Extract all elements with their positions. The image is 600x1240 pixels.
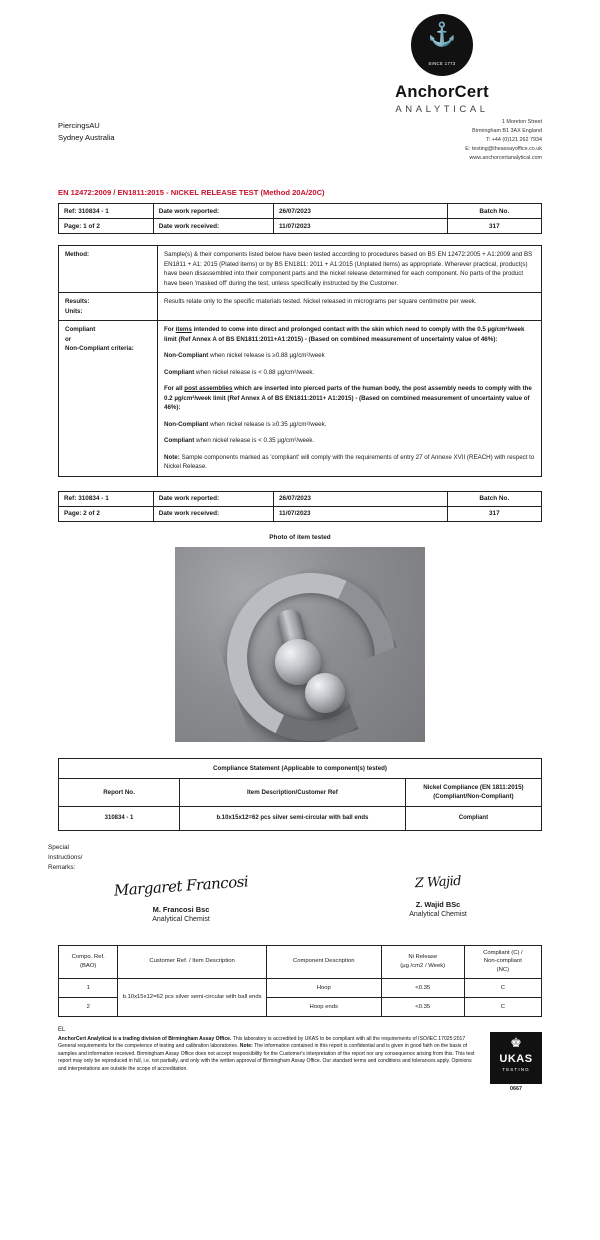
compliance-report-no: 310834 - 1: [59, 806, 180, 830]
criteria-bold: Non-Compliant: [164, 352, 209, 359]
crown-icon: ♚: [510, 1034, 522, 1050]
method-table: [58, 245, 542, 477]
results-units-label: [59, 293, 158, 321]
criteria-bold: Compliant: [164, 437, 195, 444]
criteria-post: intended to come into direct and prolonged contact with the skin which need to comply with the 0.5 µg/cm²/week limit (Ref Annex A of BS EN1811:2011+A1:2015) - (Based on combined measurement of uncertainty value of 46%):: [164, 326, 525, 343]
criteria-underline: post assemblies: [184, 385, 233, 392]
table-row: [59, 246, 542, 293]
brand-name: AnchorCert: [395, 83, 489, 101]
criteria-bold: Note:: [164, 453, 180, 461]
results-table-head: [59, 945, 542, 978]
ukas-accreditation: [490, 1032, 542, 1092]
special-instructions: [48, 843, 600, 873]
barbell-ball-lower: [305, 673, 345, 713]
item-photo: [175, 547, 425, 742]
table-row: [59, 806, 542, 830]
criteria-note: [164, 453, 535, 472]
signature-row: [58, 873, 542, 943]
header-line: Non-compliant: [483, 958, 522, 965]
criteria-compliant-02: [164, 436, 535, 446]
ukas-subtitle: TESTING: [502, 1066, 530, 1072]
criteria-paragraph-items: [164, 325, 535, 344]
ukas-name: UKAS: [499, 1052, 533, 1065]
batch-value: 317: [447, 506, 541, 521]
column-header-compo-ref: [59, 945, 118, 978]
criteria-label: [59, 321, 158, 477]
result-component: Hoop: [266, 978, 381, 997]
table-row: [59, 758, 542, 778]
date-reported-value: 26/07/2023: [273, 491, 447, 506]
ukas-logo: [490, 1032, 542, 1084]
anchor-icon: ⚓: [427, 21, 457, 47]
page-title: EN 12472:2009 / EN1811:2015 - NICKEL RELEASE TEST (Method 20A/20C): [58, 188, 325, 197]
ref-block-page1: [58, 203, 542, 234]
document-footer: [58, 1036, 542, 1098]
result-compo-ref: 1: [59, 978, 118, 997]
batch-label: Batch No.: [447, 491, 541, 506]
compliance-statement-table: [58, 758, 542, 831]
table-row: [59, 219, 542, 234]
ref-block-page2: [58, 491, 542, 522]
criteria-post: which are inserted into pierced parts of the human body, the post assembly needs to comply with the 0.2 µg/cm²/week limit (Ref Annex A of BS EN1811:2011+ A1:2015) - (Based on combined measurement of uncertainty value of 46%):: [164, 385, 532, 411]
column-header-ni-release: [381, 945, 464, 978]
document-header: [0, 0, 600, 180]
column-header-compliant: [464, 945, 541, 978]
date-received-value: 11/07/2023: [273, 506, 447, 521]
results-table-body: [59, 978, 542, 1016]
address-line: Birmingham B1 3AX England: [472, 128, 542, 134]
header-line: Compo. Ref.: [71, 954, 105, 960]
page-number: Page: 1 of 2: [59, 219, 154, 234]
header-line: (NC): [496, 966, 510, 973]
table-row: [59, 321, 542, 477]
criteria-rest: when nickel release is < 0.35 µg/cm²/week.: [194, 437, 315, 444]
footer-body-1: This laboratory is accredited by UKAS to be compliant with all the requirements of ISO/IEC 17025:2017 General requirements for the competence of testing and calibration laboratories.: [58, 1035, 466, 1050]
results-table: [58, 945, 542, 1017]
header-line: (µg /cm2 / Week): [400, 962, 446, 969]
criteria-noncompliant-02: [164, 420, 535, 430]
signatory-name: M. Francosi Bsc: [152, 904, 210, 914]
header-line: (BAO): [80, 962, 97, 969]
criteria-rest: when nickel release is ≥0.35 µg/cm²/week.: [208, 420, 327, 428]
result-ni-release: <0.35: [381, 978, 464, 997]
date-reported-value: 26/07/2023: [273, 204, 447, 219]
compliance-result: Compliant: [405, 806, 541, 830]
company-address: [342, 118, 542, 163]
ref-number: Ref: 310834 - 1: [59, 204, 154, 219]
ref-number: Ref: 310834 - 1: [59, 491, 154, 506]
signatory-role: Analytical Chemist: [152, 915, 210, 923]
method-text: Sample(s) & their components listed below have been tested according to procedures based on BS EN 12472:2005 + A1:2009 and BS EN1811 + A1: 2015 (Plated items) or by BS EN1811: 2011 + A1:2015 (Unplated items) as appropriate. Wherever practical, product(s) have been disassembled into their component parts and the nickel release determined for each component. No parts of the product have been 'masked off' during the test, unless specifically instructed by the Customer.: [158, 246, 542, 293]
date-reported-label: Date work reported:: [153, 491, 273, 506]
header-line: Ni Release: [408, 954, 438, 960]
date-received-label: Date work received:: [153, 506, 273, 521]
signature-block-1: [76, 871, 286, 923]
footer-note-label: Note:: [238, 1043, 253, 1050]
column-header-nickel-compliance: [405, 778, 541, 806]
address-line: T: +44 (0)121 262 7934: [486, 137, 542, 143]
date-received-value: 11/07/2023: [273, 219, 447, 234]
criteria-compliant-05: [164, 368, 535, 378]
photo-caption: Photo of item tested: [269, 533, 331, 541]
criteria-bold: Compliant: [164, 368, 195, 376]
footer-body-2: The information contained in this report is confidential and is given in good faith on the basis of samples and information received. Birmingham Assay Office does not accept responsibility for the Customer's interpretation of the report nor any consequence arising from this. This test report may only be reproduced in full, i.e. not partially, and only with the written approval of Birmingham Assay Office. Our standard terms and conditions and tolerances apply. Opinions and interpretations are outside the scope of accreditation.: [58, 1043, 475, 1072]
criteria-label-compliant: Compliant: [65, 326, 96, 333]
customer-location: Sydney Australia: [58, 133, 115, 142]
table-row: [59, 491, 542, 506]
date-reported-label: Date work reported:: [153, 204, 273, 219]
results-text: Results relate only to the specific materials tested. Nickel released in micrograms per square centimetre per week.: [158, 293, 542, 321]
nickel-compliance-line2: (Compliant/Non-Compliant): [433, 793, 514, 800]
criteria-bold: Non-Compliant: [164, 420, 209, 428]
footer-lead: AnchorCert Analytical is a trading division of Birmingham Assay Office.: [58, 1035, 232, 1042]
signature-block-2: [333, 875, 543, 918]
special-line: Special: [48, 843, 69, 851]
signature-mark: Z Wajid: [414, 873, 462, 891]
column-header-item-description: Item Description/Customer Ref: [180, 778, 406, 806]
address-line: E: testing@theassayoffice.co.uk: [465, 146, 542, 152]
table-row: [59, 778, 542, 806]
signature-mark: Margaret Francosi: [113, 871, 249, 900]
result-compo-ref: 2: [59, 997, 118, 1016]
criteria-pre: For all: [164, 385, 185, 392]
result-component: Hoop ends: [266, 997, 381, 1016]
footer-disclaimer: [58, 1036, 478, 1074]
criteria-pre: For: [164, 326, 176, 333]
column-header-customer-ref: Customer Ref. / Item Description: [118, 945, 266, 978]
criteria-paragraph-post-assemblies: [164, 384, 535, 413]
address-line: 1 Moreton Street: [501, 119, 542, 125]
table-row: [59, 978, 542, 997]
date-received-label: Date work received:: [153, 219, 273, 234]
logo-since-text: SINCE 1773: [428, 61, 456, 66]
table-row: [59, 506, 542, 521]
header-line: Compliant (C) /: [483, 949, 523, 956]
footer-code: EL: [58, 1026, 66, 1033]
criteria-rest: when nickel release is ≥0.88 µg/cm²/week: [208, 352, 325, 359]
column-header-component-description: Component Description: [266, 945, 381, 978]
criteria-rest: Sample components marked as 'compliant' will comply with the requirements of entry 27 of Annexe XVII (REACH) with respect to Nickel Release.: [164, 453, 535, 470]
criteria-noncompliant-05: [164, 351, 535, 361]
criteria-label-or: or: [65, 335, 72, 343]
criteria-body: [158, 321, 542, 477]
anchor-badge: [411, 14, 473, 76]
result-compliance: C: [464, 978, 541, 997]
nickel-compliance-line1: Nickel Compliance (EN 1811:2015): [423, 784, 524, 791]
method-label: Method:: [59, 246, 158, 293]
customer-block: [58, 120, 115, 144]
batch-label: Batch No.: [447, 204, 541, 219]
special-line: Instructions/: [48, 853, 83, 861]
result-compliance: C: [464, 997, 541, 1016]
customer-name: PiercingsAU: [58, 121, 100, 130]
result-ni-release: <0.35: [381, 997, 464, 1016]
brand-subtitle: ANALYTICAL: [395, 104, 489, 115]
criteria-underline: items: [175, 326, 192, 333]
batch-value: 317: [447, 219, 541, 234]
anchorcert-logo: [342, 14, 542, 115]
special-line: Remarks:: [48, 863, 76, 871]
table-row: [59, 945, 542, 978]
results-label: Results:: [65, 298, 90, 305]
compliance-item-description: b.10x15x12=62 pcs silver semi-circular with ball ends: [180, 806, 406, 830]
signatory-role: Analytical Chemist: [409, 910, 467, 918]
table-row: [59, 204, 542, 219]
criteria-rest: when nickel release is < 0.88 µg/cm²/week.: [194, 368, 315, 376]
units-label: Units:: [65, 307, 83, 315]
compliance-header: Compliance Statement (Applicable to component(s) tested): [59, 758, 542, 778]
column-header-report-no: Report No.: [59, 778, 180, 806]
table-row: [59, 293, 542, 321]
criteria-label-noncompliant: Non-Compliant criteria:: [65, 345, 134, 352]
page-number: Page: 2 of 2: [59, 506, 154, 521]
ukas-number: 0667: [510, 1085, 522, 1092]
signatory-name: Z. Wajid BSc: [415, 899, 461, 909]
result-item-description: b.10x15x12=62 pcs silver semi-circular with ball ends: [118, 978, 266, 1016]
address-line: www.anchorcertanalytical.com: [469, 155, 542, 161]
